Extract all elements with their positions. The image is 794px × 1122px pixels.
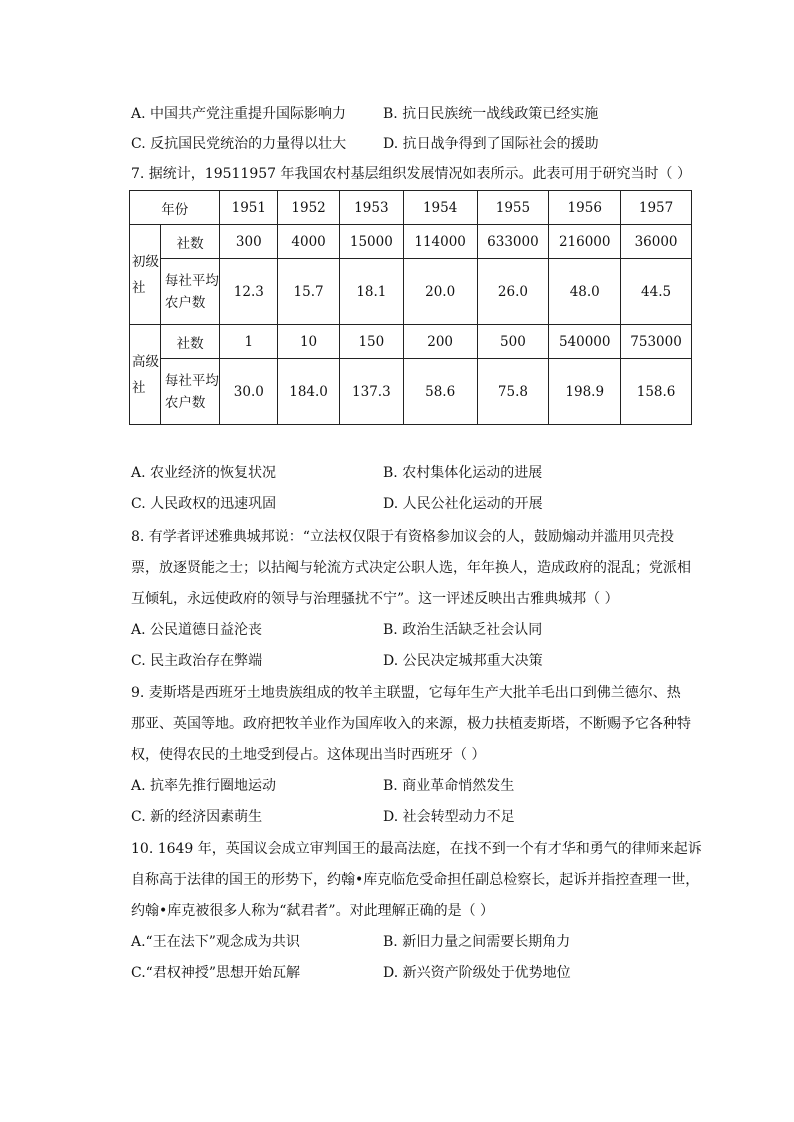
table-cell: 137.3: [339, 359, 403, 425]
row-label-line: 每社平均: [164, 272, 219, 289]
q8-stem-line-2: 票，放逐贤能之士；以拈阄与轮流方式决定公职人选，年年换人，造成政府的混乱；党派相: [131, 560, 691, 576]
q10-options-row-1: [131, 932, 691, 952]
table-cell: 198.9: [549, 359, 621, 425]
row-label-count: 社数: [160, 325, 220, 359]
table-cell: 58.6: [403, 359, 477, 425]
q9-options-row-2: [131, 807, 691, 827]
row-label-line: 每社平均: [164, 372, 219, 389]
table-cell: 75.8: [477, 359, 549, 425]
q7-options-row-1: [131, 463, 691, 483]
q9-stem-line-3: 权，使得农民的土地受到侵占。这体现出当时西班牙（ ）: [131, 747, 486, 763]
table-cell: 15000: [339, 225, 403, 259]
q8-option-d[interactable]: D. 公民决定城邦重大决策: [383, 653, 543, 669]
year-cell: 1952: [278, 191, 340, 225]
q10-option-a[interactable]: A.“王在法下”观念成为共识: [131, 934, 300, 950]
q9-option-d[interactable]: D. 社会转型动力不足: [383, 809, 515, 825]
year-cell: 1953: [339, 191, 403, 225]
table-row: [130, 359, 692, 425]
table-cell: 216000: [549, 225, 621, 259]
q6-options-row-2: [131, 134, 691, 154]
table-row: [130, 325, 692, 359]
q7-option-a[interactable]: A. 农业经济的恢复状况: [131, 465, 277, 481]
q10-options-row-2: [131, 963, 691, 983]
q10-stem-line-3: 约翰•库克被很多人称为“弑君者”。对此理解正确的是（ ）: [131, 903, 495, 919]
q8-stem-line-1: 8. 有学者评述雅典城邦说：“立法权仅限于有资格参加议会的人，鼓励煽动并滥用贝壳投: [131, 529, 674, 545]
table-cell: 30.0: [220, 359, 278, 425]
table-row: [130, 225, 692, 259]
table-cell: 633000: [477, 225, 549, 259]
table-cell: 753000: [621, 325, 692, 359]
q10-option-c[interactable]: C.“君权神授”思想开始瓦解: [131, 965, 300, 981]
row-label-average: [160, 259, 220, 325]
table-cell: 12.3: [220, 259, 278, 325]
q10-stem-line-2: 自称高于法律的国王的形势下，约翰•库克临危受命担任副总检察长，起诉并指控查理一世，: [131, 872, 700, 888]
table-cell: 158.6: [621, 359, 692, 425]
q10-stem-line-1: 10. 1649 年，英国议会成立审判国王的最高法庭，在找不到一个有才华和勇气的律师来起诉: [131, 841, 702, 857]
table-cell: 184.0: [278, 359, 340, 425]
q7-statistics-table: [129, 190, 692, 425]
table-cell: 15.7: [278, 259, 340, 325]
q9-stem-line-1: 9. 麦斯塔是西班牙土地贵族组成的牧羊主联盟，它每年生产大批羊毛出口到佛兰德尔、热: [131, 685, 681, 701]
q6-option-d[interactable]: D. 抗日战争得到了国际社会的援助: [383, 136, 599, 152]
q7-option-d[interactable]: D. 人民公社化运动的开展: [383, 496, 543, 512]
q6-options-row-1: [131, 104, 691, 124]
table-cell: 500: [477, 325, 549, 359]
table-cell: 150: [339, 325, 403, 359]
table-cell: 18.1: [339, 259, 403, 325]
q10-option-b[interactable]: B. 新旧力量之间需要长期角力: [383, 934, 571, 950]
q6-option-b[interactable]: B. 抗日民族统一战线政策已经实施: [383, 106, 599, 122]
q6-option-a[interactable]: A. 中国共产党注重提升国际影响力: [131, 106, 347, 122]
table-header-row: [130, 191, 692, 225]
q7-stem: 7. 据统计，19511957 年我国农村基层组织发展情况如表所示。此表可用于研究当时（ ）: [131, 166, 691, 182]
year-header: 年份: [130, 191, 220, 225]
table-cell: 10: [278, 325, 340, 359]
q9-option-b[interactable]: B. 商业革命悄然发生: [383, 778, 515, 794]
table-cell: 200: [403, 325, 477, 359]
table-cell: 4000: [278, 225, 340, 259]
q7-option-c[interactable]: C. 人民政权的迅速巩固: [131, 496, 277, 512]
year-cell: 1957: [621, 191, 692, 225]
table-cell: 540000: [549, 325, 621, 359]
group-label-line: 高级: [132, 353, 159, 370]
q9-option-a[interactable]: A. 抗率先推行圈地运动: [131, 778, 277, 794]
table-row: [130, 259, 692, 325]
q7-option-b[interactable]: B. 农村集体化运动的进展: [383, 465, 543, 481]
group-label-line: 社: [132, 279, 146, 296]
q8-options-row-2: [131, 651, 691, 671]
q8-option-c[interactable]: C. 民主政治存在弊端: [131, 653, 263, 669]
q8-options-row-1: [131, 620, 691, 640]
group-label-line: 社: [132, 379, 146, 396]
q8-option-a[interactable]: A. 公民道德日益沦丧: [131, 622, 263, 638]
row-label-average: [160, 359, 220, 425]
table-cell: 20.0: [403, 259, 477, 325]
group-label-advanced: [130, 325, 161, 425]
q8-option-b[interactable]: B. 政治生活缺乏社会认同: [383, 622, 543, 638]
group-label-line: 初级: [132, 253, 159, 270]
table-cell: 26.0: [477, 259, 549, 325]
group-label-primary: [130, 225, 161, 325]
q9-options-row-1: [131, 776, 691, 796]
table-cell: 44.5: [621, 259, 692, 325]
year-cell: 1951: [220, 191, 278, 225]
q7-options-row-2: [131, 494, 691, 514]
year-cell: 1955: [477, 191, 549, 225]
table-cell: 300: [220, 225, 278, 259]
row-label-line: 农户数: [164, 294, 206, 311]
year-cell: 1956: [549, 191, 621, 225]
year-cell: 1954: [403, 191, 477, 225]
table-cell: 1: [220, 325, 278, 359]
q9-stem-line-2: 那亚、英国等地。政府把牧羊业作为国库收入的来源，极力扶植麦斯塔，不断赐予它各种特: [131, 716, 691, 732]
row-label-count: 社数: [160, 225, 220, 259]
row-label-line: 农户数: [164, 394, 206, 411]
table-cell: 48.0: [549, 259, 621, 325]
q6-option-c[interactable]: C. 反抗国民党统治的力量得以壮大: [131, 136, 347, 152]
table-cell: 36000: [621, 225, 692, 259]
table-cell: 114000: [403, 225, 477, 259]
q8-stem-line-3: 互倾轧，永远使政府的领导与治理骚扰不宁”。这一评述反映出古雅典城邦（ ）: [131, 591, 619, 607]
q9-option-c[interactable]: C. 新的经济因素萌生: [131, 809, 263, 825]
q10-option-d[interactable]: D. 新兴资产阶级处于优势地位: [383, 965, 571, 981]
